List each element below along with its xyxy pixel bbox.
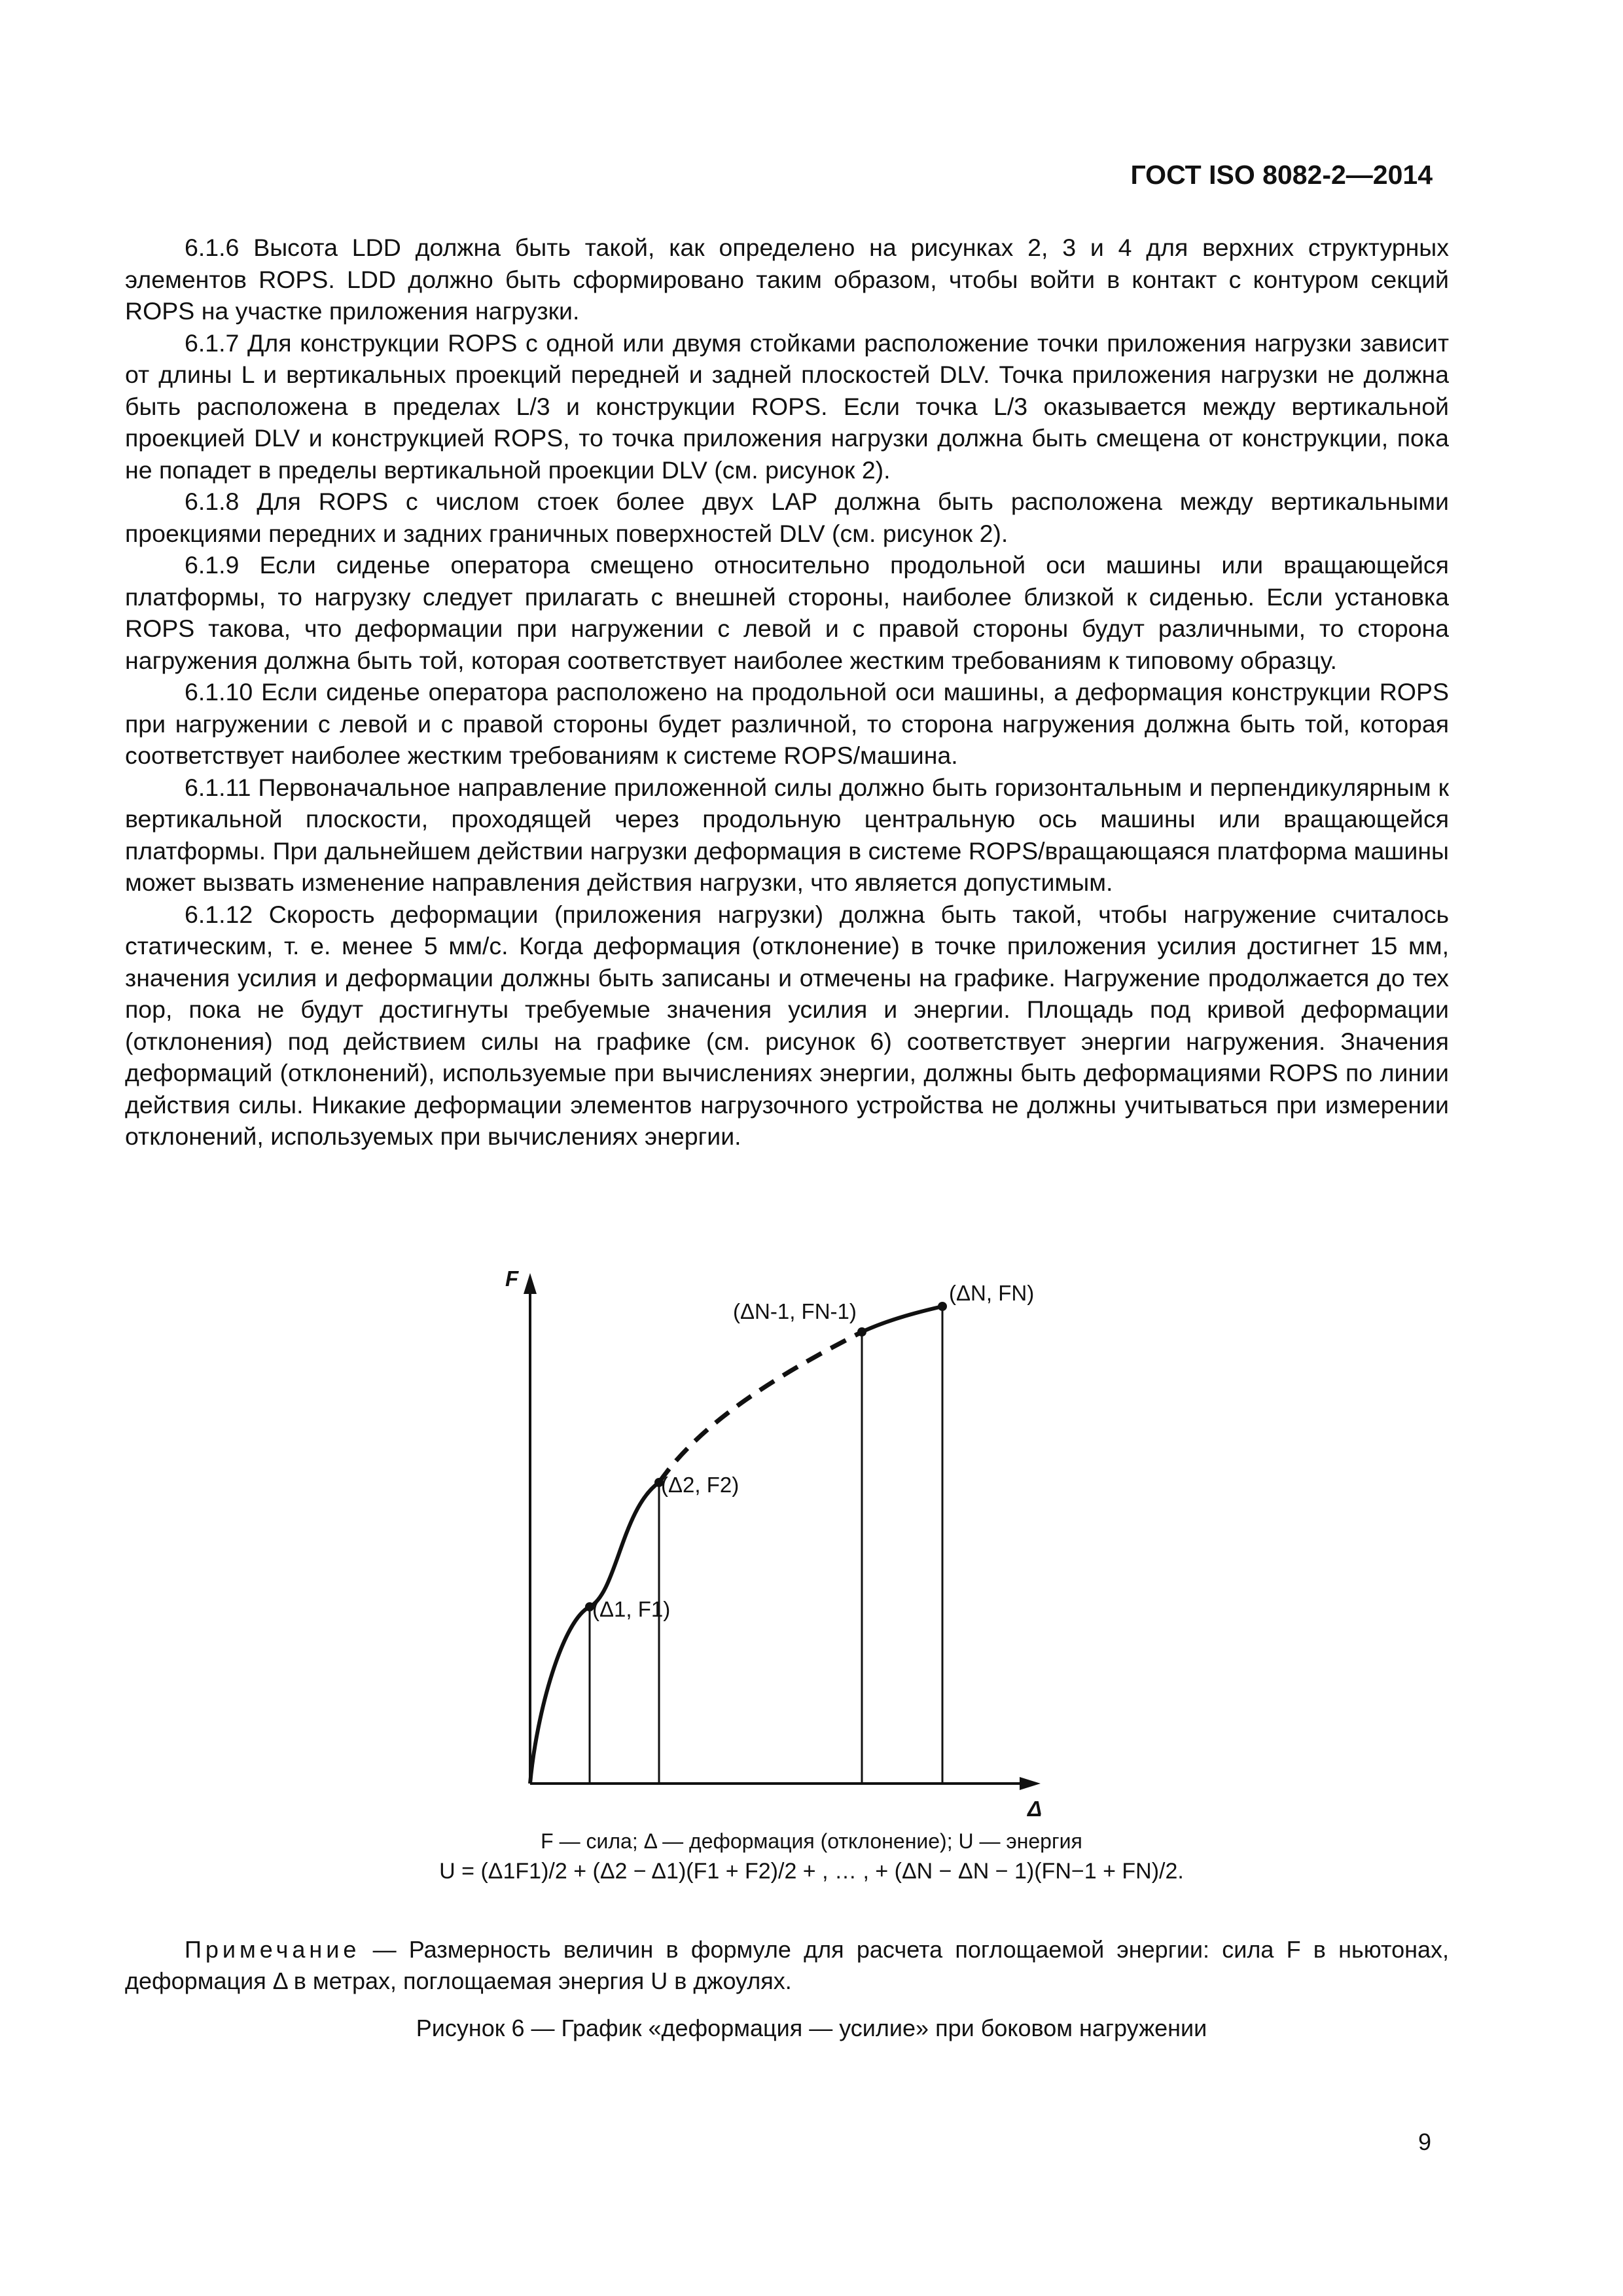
force-deformation-figure [471,1253,1060,1816]
point-label-n-1: (ΔN-1, FN-1) [733,1299,857,1323]
point-label-2: (Δ2, F2) [661,1473,740,1497]
y-axis-label: F [505,1266,519,1291]
paragraph-6-1-8: 6.1.8 Для ROPS с числом стоек более двух LAP должна быть расположена между вертикальными проекциями передних и задних граничных поверхностей DLV (см. рисунок 2). [125,488,1449,547]
note-text: — Размерность величин в формуле для расчета поглощаемой энергии: сила F в ньютонах, деформация Δ в метрах, поглощаемая энергия U в джоулях. [125,1936,1449,1994]
figure-legend: F — сила; Δ — деформация (отклонение); U — энергия [541,1829,1082,1853]
data-point-n-1 [857,1327,866,1336]
note-label: Примечание [185,1936,361,1963]
paragraph-6-1-10: 6.1.10 Если сиденье оператора расположено на продольной оси машины, а деформация конструкции ROPS при нагружении с левой и с правой стороны будет различной, то сторона нагружения должна быть той, которая соответствует наиболее жестким требованиям к системе ROPS/машина. [125,678,1449,769]
energy-formula: U = (Δ1F1)/2 + (Δ2 − Δ1)(F1 + F2)/2 + , … , + (ΔN − ΔN − 1)(FN−1 + FN)/2. [439,1859,1184,1884]
paragraph-6-1-7: 6.1.7 Для конструкции ROPS с одной или двумя стойками расположение точки приложения нагрузки зависит от длины L и вертикальных проекций передней и задней плоскостей DLV. Точка приложения нагрузки не должна быть расположена в пределах L/3 и конструкции ROPS. Если точка L/3 оказывается между вертикальной проекцией DLV и конструкцией ROPS, то точка приложения нагрузки должна быть смещена от конструкции, пока не попадет в пределы вертикальной проекции DLV (см. рисунок 2). [125,329,1449,484]
note [125,1934,1449,1997]
x-axis-arrow [1020,1777,1041,1790]
curve-solid [530,1482,659,1784]
y-axis-arrow [524,1273,537,1294]
force-deformation-graph [471,1253,1060,1816]
curve-dashed [659,1332,862,1482]
data-point-n [938,1302,947,1311]
body-text [125,232,1449,1153]
point-label-1: (Δ1, F1) [592,1597,671,1621]
document-header: ГОСТ ISO 8082-2—2014 [1130,160,1433,190]
point-label-n: (ΔN, FN) [949,1281,1035,1305]
page-number: 9 [1418,2128,1431,2155]
curve-end [862,1306,942,1332]
paragraph-6-1-11: 6.1.11 Первоначальное направление приложенной силы должно быть горизонтальным и перпендикулярным к вертикальной плоскости, проходящей через продольную центральную ось машины или вращающейся платформы. При дальнейшем действии нагрузки деформация в системе ROPS/вращающаяся платформа машины может вызвать изменение направления действия нагрузки, что является допустимым. [125,773,1449,896]
paragraph-6-1-6: 6.1.6 Высота LDD должна быть такой, как определено на рисунках 2, 3 и 4 для верхних структурных элементов ROPS. LDD должно быть сформировано таким образом, чтобы войти в контакт с контуром секций ROPS на участке приложения нагрузки. [125,234,1449,325]
paragraph-6-1-9: 6.1.9 Если сиденье оператора смещено относительно продольной оси машины или вращающейся платформы, то нагрузку следует прилагать с внешней стороны, наиболее близкой к сиденью. Если установка ROPS такова, что деформации при нагружении с левой и с правой стороны будут различными, то сторона нагружения должна быть той, которая соответствует наиболее жестким требованиям к типовому образцу. [125,551,1449,674]
paragraph-6-1-12: 6.1.12 Скорость деформации (приложения нагрузки) должна быть такой, чтобы нагружение считалось статическим, т. е. менее 5 мм/с. Когда деформация (отклонение) в точке приложения усилия достигнет 15 мм, значения усилия и деформации должны быть записаны и отмечены на графике. Нагружение продолжается до тех пор, пока не будут достигнуты требуемые значения усилия и энергии. Площадь под кривой деформации (отклонения) под действием силы на графике (см. рисунок 6) соответствует энергии нагружения. Значения деформаций (отклонений), используемые при вычислениях энергии, должны быть деформациями ROPS по линии действия силы. Никакие деформации элементов нагрузочного устройства не должны учитываться при измерении отклонений, используемых при вычислениях энергии. [125,900,1449,1150]
x-axis-label: Δ [1027,1797,1043,1816]
figure-caption: Рисунок 6 — График «деформация — усилие» при боковом нагружении [416,2015,1207,2041]
